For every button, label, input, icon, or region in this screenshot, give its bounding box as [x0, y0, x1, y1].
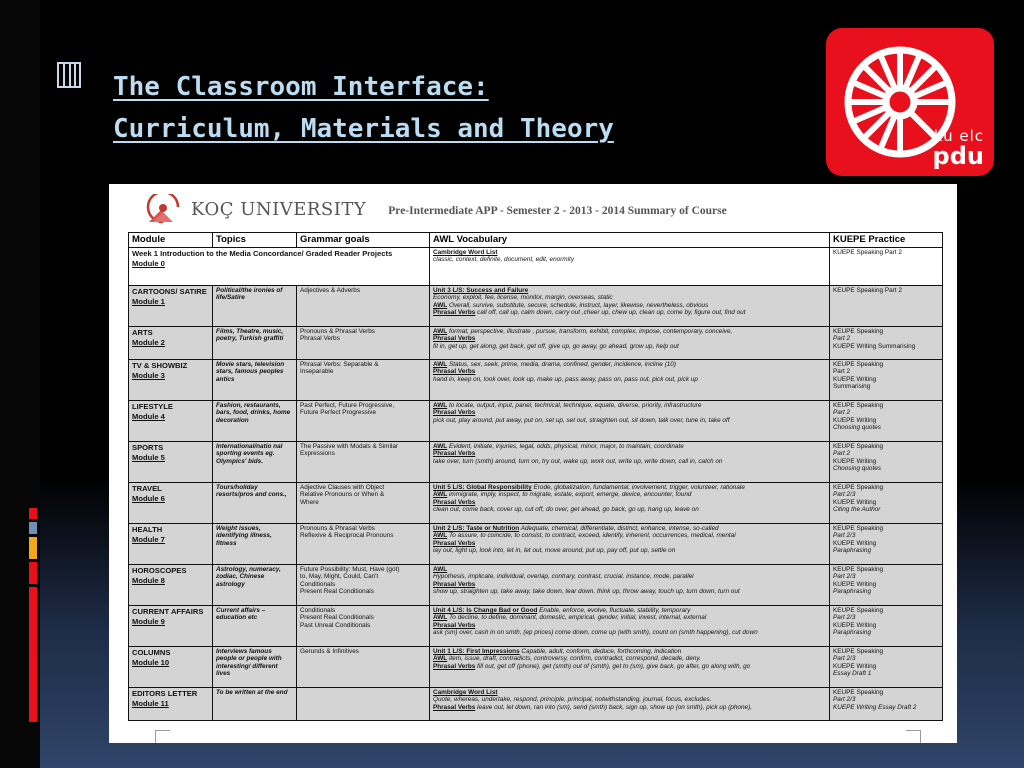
grammar-goal: Past Perfect, Future Progressive, [300, 402, 395, 409]
grammar-goal: Gerunds & Infinitives [300, 648, 359, 655]
vocab-list: clean out, come back, cover up, cut off, do over, get ahead, go back, go up, hang up, leave on [433, 506, 699, 514]
awl-vocabulary-cell [430, 286, 830, 327]
vocab-label: AWL [433, 491, 448, 499]
slide-title-line-1: The Classroom Interface: [113, 72, 489, 102]
vocab-words: format, perspective, illustrate , pursue, transform, exhibit, complex, impose, contemporary, conceive, [447, 328, 733, 335]
slide-title [113, 66, 614, 150]
module-link: Module 0 [132, 259, 165, 268]
vocab-heading: Phrasal Verbs [433, 498, 476, 506]
vocab-words: Erode, globalization, fundamental, involvement, trigger, volunteer, rationale [531, 484, 745, 491]
vocab-list: show up, straighten up, take away, take down, tear down, think up, throw away, touch up, turn down, turn out [433, 588, 740, 596]
course-table-body [129, 248, 943, 721]
kuepe-item: KEUPE Speaking [833, 402, 884, 409]
module-name: TRAVEL [132, 484, 162, 493]
module-cell [129, 483, 213, 524]
vocab-list: Quote, whereas, undertake, respond, principle, principal, notwithstanding, journal, focus, excludes. [433, 696, 712, 704]
grammar-goal: Present Real Conditionals [300, 614, 374, 622]
column-header: Module [129, 233, 213, 248]
vocab-line [433, 309, 826, 316]
topic-text: To be written at the end [216, 689, 288, 696]
column-header: KUEPE Practice [830, 233, 943, 248]
vocab-list: Economy, exploit, fee, license, monitor, margin, overseas, static [433, 294, 613, 302]
table-row [129, 524, 943, 565]
kuepe-item: KUEPE Writing [833, 621, 877, 629]
column-header: AWL Vocabulary [430, 233, 830, 248]
kuepe-practice-cell [830, 565, 943, 606]
module-name: CARTOONS/ SATIRE [132, 287, 207, 296]
table-header-row [129, 233, 943, 248]
vocab-list: lay out, light up, look into, let in, let out, move around, put up, pay off, put up, settle on [433, 547, 676, 555]
vocab-line [433, 484, 826, 491]
awl-vocabulary-cell [430, 524, 830, 565]
grammar-goal: Relative Pronouns or When & [300, 491, 385, 499]
topics-cell [213, 524, 297, 565]
kuepe-item: Paraphrasing [833, 547, 872, 555]
vocab-list: take over, turn (smth) around, turn on, try out, wake up, work out, write up, write down, call in, catch on [433, 457, 723, 465]
kuepe-item: KUEPE Writing [833, 375, 877, 383]
kuepe-practice-cell [830, 688, 943, 721]
module-link: Module 3 [132, 371, 165, 380]
kuepe-item: KUEPE Writing [833, 498, 877, 506]
table-row [129, 647, 943, 688]
vocab-heading: Cambridge Word List [433, 249, 498, 256]
vocab-label: Phrasal Verbs [433, 309, 476, 317]
grammar-goal: Adjectives & Adverbs [300, 287, 361, 294]
module-cell [129, 565, 213, 606]
awl-vocabulary-cell [430, 688, 830, 721]
grammar-cell [297, 606, 430, 647]
grammar-cell [297, 524, 430, 565]
vocab-list: pick out, play around, put away, put on, set up, set out, straighten out, sit down, talk over, tune in, take off [433, 416, 730, 424]
kuepe-item: Part 2 [833, 450, 851, 458]
vocab-line [433, 663, 826, 670]
module-name: COLUMNS [132, 648, 171, 657]
slide-title-line-2: Curriculum, Materials and Theory [113, 114, 614, 144]
kuepe-item: KUEPE Writing [833, 539, 877, 547]
grammar-goal: Pronouns & Phrasal Verbs [300, 525, 375, 532]
awl-vocabulary-cell [430, 647, 830, 688]
vocab-heading: Phrasal Verbs [433, 335, 476, 343]
vocab-words: leave out, let down, ran into (sm), send (smth) back, sign up, show up (on smth), pick up (phone), [475, 703, 752, 711]
kuepe-practice-cell [830, 401, 943, 442]
table-row [129, 327, 943, 360]
vocab-line [433, 532, 826, 539]
module-link: Module 8 [132, 576, 165, 585]
grammar-goal: Reflexive & Reciprocal Pronouns [300, 532, 394, 540]
topics-cell [213, 647, 297, 688]
vocab-list: fit in, get up, get along, get back, get off, give up, go away, go ahead, grow up, help out [433, 342, 679, 350]
vocab-label: Phrasal Verbs [433, 662, 476, 670]
kuepe-item: KUEPE Writing [833, 416, 877, 424]
vocab-line [433, 614, 826, 621]
kuepe-item: KUEPE Writing [833, 457, 877, 465]
awl-vocabulary-cell [430, 327, 830, 360]
table-row [129, 360, 943, 401]
awl-vocabulary-cell [430, 606, 830, 647]
module-cell [129, 442, 213, 483]
topics-cell [213, 327, 297, 360]
kuepe-item: KEUPE Speaking [833, 566, 884, 573]
grammar-goal: Expressions [300, 450, 335, 458]
vocab-label: Unit 2 L/S: Taste or Nutrition [433, 525, 520, 532]
vocab-words: call off, call up, calm down, carry out ,cheer up, chew up, clean up, come by, figure out, find out [475, 309, 746, 317]
grammar-goal: Conditionals [300, 607, 336, 614]
vocab-list: Hypothesis, implicate, individual, overlap, contrary, contrast, crucial, instance, mode, parallel [433, 573, 694, 581]
vocab-line [433, 655, 826, 662]
awl-vocabulary-cell [430, 248, 830, 286]
vocab-words: Evident, initiate, injuries, legal, odds, physical, minor, major, to maintain, coordinate [447, 443, 684, 450]
module-name: ARTS [132, 328, 153, 337]
vocab-words: Overall, survive, substitute, secure, schedule, instruct, layer, likewise, nevertheless, obvious [447, 301, 709, 309]
vocab-list: classic, context, definite, document, edit, enormity [433, 256, 575, 264]
module-cell [129, 360, 213, 401]
kuepe-item: Choosing quotes [833, 424, 881, 432]
grammar-cell [297, 442, 430, 483]
vocab-label: AWL [433, 614, 448, 622]
university-name: KOÇ UNIVERSITY [191, 198, 367, 220]
vocab-label: AWL [433, 655, 448, 663]
module-link: Module 10 [132, 658, 170, 667]
vocab-heading: AWL [433, 566, 448, 573]
module-link: Module 6 [132, 494, 165, 503]
module-cell [129, 647, 213, 688]
kuepe-item: Paraphrasing [833, 588, 872, 596]
grammar-goal: The Passive with Modals & Similar [300, 443, 399, 450]
grammar-goal: Future Possibility: Must, Have (got) [300, 566, 400, 573]
kuepe-practice-cell [830, 248, 943, 286]
ku-elc-pdu-logo [826, 28, 994, 176]
vocab-line [433, 302, 826, 309]
module-link: Module 11 [132, 699, 169, 708]
kuepe-practice-cell [830, 483, 943, 524]
kuepe-practice-cell [830, 524, 943, 565]
grammar-cell [297, 401, 430, 442]
vocab-heading: Phrasal Verbs [433, 539, 476, 547]
grammar-cell [297, 360, 430, 401]
topic-text: Movie stars, television stars, famous peoples antics [216, 361, 285, 383]
kuepe-item: Part 2/3 [833, 573, 856, 581]
vocab-line [433, 607, 826, 614]
grammar-goal: Past Unreal Conditionals [300, 621, 371, 629]
topics-cell [213, 565, 297, 606]
kuepe-item: Part 2 [833, 335, 851, 343]
topic-text: Current affairs – education etc [216, 607, 266, 622]
kuepe-item: Part 2/3 [833, 532, 856, 540]
grammar-cell [297, 565, 430, 606]
vocab-label: AWL [433, 402, 448, 409]
kuepe-item: Choosing quotes [833, 465, 881, 473]
vocab-line [433, 704, 826, 711]
vocab-line [433, 402, 826, 409]
vocab-label: Unit 4 L/S: Is Change Bad or Good [433, 607, 538, 614]
awl-vocabulary-cell [430, 360, 830, 401]
logo-line-1: ku elc [933, 127, 984, 145]
table-row [129, 606, 943, 647]
vocab-list: ask (sm) over, cash in on smth, (ep prices) come down, come up (with smth), count on (smth happening), cut down [433, 629, 758, 637]
frame-lines-icon [57, 62, 81, 88]
topics-cell [213, 606, 297, 647]
kuepe-item: KUEPE Writing Essay Draft 2 [833, 703, 917, 711]
vocab-heading: Unit 3 L/S: Success and Failure [433, 287, 529, 294]
table-row [129, 401, 943, 442]
module-cell [129, 688, 213, 721]
module-name: HOROSCOPES [132, 566, 187, 575]
vocab-line [433, 491, 826, 498]
vocab-label: Unit 5 L/S: Global Responsibility [433, 484, 532, 491]
awl-vocabulary-cell [430, 401, 830, 442]
module-name: LIFESTYLE [132, 402, 173, 411]
kuepe-item: KEUPE Speaking [833, 525, 884, 532]
kuepe-practice-cell [830, 327, 943, 360]
kuepe-item: KEUPE Speaking [833, 328, 884, 335]
kuepe-item: Summarising [833, 383, 871, 391]
grammar-cell [297, 688, 430, 721]
module-name: CURRENT AFFAIRS [132, 607, 204, 616]
logo-text [933, 129, 984, 168]
topic-text: Political/the ironies of life/Satire [216, 287, 283, 302]
kuepe-practice-cell [830, 360, 943, 401]
table-row [129, 688, 943, 721]
awl-vocabulary-cell [430, 565, 830, 606]
document-header [145, 192, 727, 226]
kuepe-practice-cell [830, 286, 943, 327]
topics-cell [213, 688, 297, 721]
grammar-goal: Pronouns & Phrasal Verbs [300, 328, 375, 335]
stripe-amber [29, 537, 37, 559]
kuepe-item: KUEPE Writing Summarising [833, 342, 916, 350]
vocab-label: AWL [433, 443, 448, 450]
vocab-heading: Phrasal Verbs [433, 621, 476, 629]
kuepe-item: Part 2/3 [833, 614, 856, 622]
module-name: TV & SHOWBIZ [132, 361, 188, 370]
module-name: Week 1 Introduction to the Media Concordance/ Graded Reader Projects [132, 249, 393, 258]
topic-text: Weight issues, identifying illness, fitness [216, 525, 272, 547]
vocab-words: to locate, output, input, panel, technical, technique, equate, diverse, priority, infrastructure [447, 402, 702, 409]
vocab-words: To assure, to coincide, to consist, to contract, exceed, identify, inherent, occurrences, medical, mental [447, 532, 736, 540]
module-link: Module 2 [132, 338, 165, 347]
vocab-words: To decline, to define, dominant, domestic, empirical, gender, initial, invest, internal, external [447, 614, 707, 622]
module-name: HEALTH [132, 525, 163, 534]
kuepe-item: KUEPE Writing [833, 662, 877, 670]
topic-text: International/natio nal sporting events eg. Olympics' bids. [216, 443, 283, 465]
kuepe-item: KEUPE Speaking [833, 443, 884, 450]
grammar-goal: Phrasal Verbs: Separable & [300, 361, 379, 368]
stripe-red-2 [29, 562, 37, 584]
crop-mark [155, 730, 170, 743]
module-cell [129, 401, 213, 442]
kuepe-item: KEUPE Speaking [833, 689, 884, 696]
kuepe-item: Paraphrasing [833, 629, 872, 637]
kuepe-item: Part 2/3 [833, 491, 856, 499]
module-cell [129, 286, 213, 327]
grammar-goal: Future Perfect Progressive [300, 409, 377, 417]
side-stripes [29, 508, 37, 725]
grammar-goal: Conditionals [300, 580, 336, 588]
module-link: Module 5 [132, 453, 165, 462]
vocab-heading: Phrasal Verbs [433, 368, 476, 376]
vocab-words: Enable, enforce, evolve, fluctuate, stability, temporary [537, 607, 691, 614]
grammar-cell [297, 327, 430, 360]
grammar-cell [297, 483, 430, 524]
stripe-red-long [29, 587, 37, 722]
crop-mark [906, 730, 921, 743]
logo-line-2: pdu [932, 142, 984, 170]
kuepe-item: Part 2/3 [833, 696, 856, 704]
module-link: Module 7 [132, 535, 165, 544]
topics-cell [213, 442, 297, 483]
module-link: Module 4 [132, 412, 165, 421]
grammar-cell [297, 647, 430, 688]
vocab-words: Capable, adult, conform, deduce, forthcoming, indication [519, 648, 682, 655]
kuepe-item: Part 2/3 [833, 655, 856, 663]
vocab-heading: Cambridge Word List [433, 689, 498, 696]
vocab-line [433, 648, 826, 655]
vocab-label: Unit 1 L/S: First Impressions [433, 648, 520, 655]
awl-vocabulary-cell [430, 483, 830, 524]
vocab-label: AWL [433, 361, 448, 368]
kuepe-item: KUEPE Speaking Part 2 [833, 249, 902, 256]
kuepe-practice-cell [830, 606, 943, 647]
topic-text: Interviews famous people or people with interesting/ different lives [216, 648, 282, 678]
vocab-label: AWL [433, 328, 448, 335]
vocab-line [433, 443, 826, 450]
grammar-goal: Where [300, 498, 319, 506]
course-summary-table [128, 232, 943, 721]
awl-vocabulary-cell [430, 442, 830, 483]
course-title: Pre-Intermediate APP - Semester 2 - 2013 - 2014 Summary of Course [388, 205, 727, 217]
kuepe-item: KEUPE Speaking [833, 361, 884, 368]
vocab-heading: Phrasal Verbs [433, 580, 476, 588]
vocab-list: hand in, keep on, look over, look up, make up, pass away, pass on, pass out, pick out, pick up [433, 375, 698, 383]
vocab-label: Phrasal Verbs [433, 703, 476, 711]
grammar-goal: Present Real Conditionals [300, 588, 374, 596]
module-cell [129, 524, 213, 565]
grammar-goal: Adjective Clauses with Object [300, 484, 385, 491]
vocab-label: AWL [433, 532, 448, 540]
vocab-line [433, 525, 826, 532]
topics-cell [213, 401, 297, 442]
topics-cell [213, 360, 297, 401]
table-row [129, 248, 943, 286]
vocab-words: Status, sex, seek, prime, media, drama, confined, gender, incidence, incline (10) [447, 361, 676, 368]
module-name: EDITORS LETTER [132, 689, 198, 698]
table-row [129, 442, 943, 483]
module-cell [129, 327, 213, 360]
module-name: SPORTS [132, 443, 164, 452]
grammar-goal: Phrasal Verbs [300, 335, 340, 343]
course-summary-document [109, 184, 957, 743]
grammar-goal: to, May, Might, Could, Can't [300, 573, 379, 581]
topic-text: Astrology, numeracy, zodiac, Chinese astrology [216, 566, 281, 588]
topic-text: Films, Theatre, music, poetry, Turkish graffiti [216, 328, 284, 343]
vocab-heading: Phrasal Verbs [433, 409, 476, 417]
vocab-words: fill out, get off (phone), get (smth) out of (smth), get to (sm), give back, go after, go along with, go [475, 662, 751, 670]
kuepe-practice-cell [830, 442, 943, 483]
vocab-line [433, 361, 826, 368]
topic-text: Fashion, restaurants, bars, food, drinks, home decoration [216, 402, 291, 424]
vocab-words: item, issue, draft, contradicts, controversy, confirm, contradict, correspond, decade, deny. [447, 655, 701, 663]
vocab-words: immigrate, imply, inspect, to migrate, estate, export, emerge, device, encounter, found [447, 491, 692, 499]
vocab-words: Adequate, chemical, differentiate, distinct, enhance, intense, so-called [519, 525, 719, 532]
kuepe-item: KEUPE Speaking [833, 484, 884, 491]
column-header: Grammar goals [297, 233, 430, 248]
stripe-red [29, 508, 37, 519]
table-row [129, 483, 943, 524]
stripe-blue [29, 522, 37, 534]
grammar-goal: Inseparable [300, 368, 334, 376]
kuepe-item: KEUPE Speaking [833, 607, 884, 614]
kuepe-practice-cell [830, 647, 943, 688]
kuepe-item: KEUPE Speaking Part 2 [833, 287, 902, 294]
kuepe-item: Essay Draft 1 [833, 670, 872, 678]
vocab-heading: Phrasal Verbs [433, 450, 476, 458]
table-row [129, 565, 943, 606]
table-row [129, 286, 943, 327]
module-cell [129, 248, 430, 286]
kuepe-item: KEUPE Speaking [833, 648, 884, 655]
module-link: Module 9 [132, 617, 165, 626]
module-link: Module 1 [132, 297, 165, 306]
column-header: Topics [213, 233, 297, 248]
topics-cell [213, 286, 297, 327]
kuepe-item: Part 2 [833, 368, 851, 376]
grammar-cell [297, 286, 430, 327]
kuepe-item: KUEPE Writing [833, 580, 877, 588]
kuepe-item: Citing the Author [833, 506, 881, 514]
module-cell [129, 606, 213, 647]
kuepe-item: Part 2 [833, 409, 851, 417]
topics-cell [213, 483, 297, 524]
vocab-label: AWL [433, 301, 448, 309]
topic-text: Tours/holiday resorts/pros and cons., [216, 484, 287, 499]
koc-university-emblem-icon [145, 194, 181, 224]
vocab-line [433, 328, 826, 335]
